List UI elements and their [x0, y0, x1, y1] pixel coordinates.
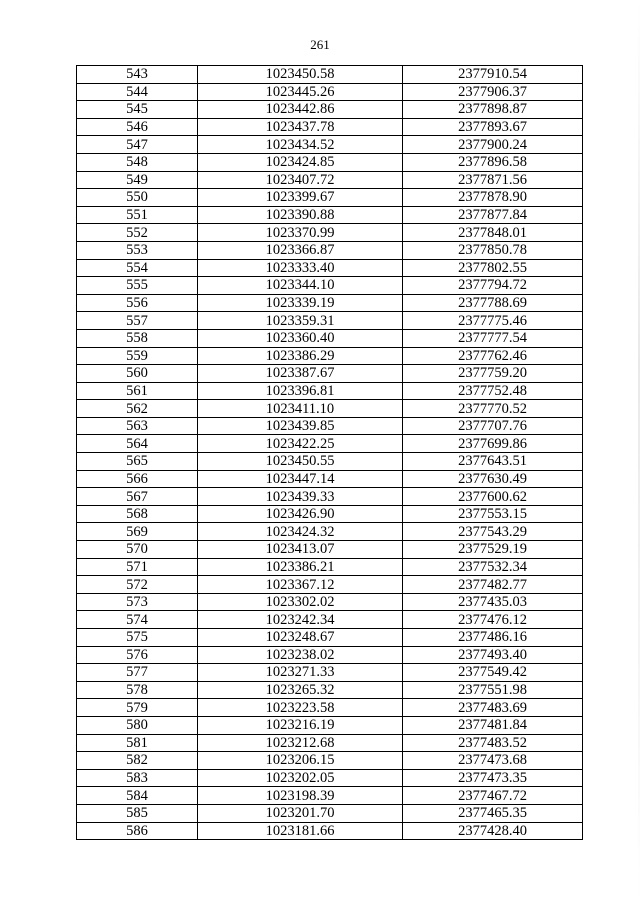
y-coordinate-cell: 2377473.68: [403, 752, 583, 770]
point-number-cell: 564: [77, 435, 198, 453]
x-coordinate-cell: 1023386.29: [198, 347, 403, 365]
y-coordinate-cell: 2377896.58: [403, 153, 583, 171]
table-row: [77, 681, 583, 699]
y-coordinate-cell: 2377543.29: [403, 523, 583, 541]
x-coordinate-cell: 1023424.85: [198, 153, 403, 171]
x-coordinate-cell: 1023302.02: [198, 593, 403, 611]
y-coordinate-cell: 2377802.55: [403, 259, 583, 277]
x-coordinate-cell: 1023387.67: [198, 365, 403, 383]
table-row: [77, 189, 583, 207]
y-coordinate-cell: 2377483.69: [403, 699, 583, 717]
y-coordinate-cell: 2377777.54: [403, 329, 583, 347]
point-number-cell: 581: [77, 734, 198, 752]
x-coordinate-cell: 1023426.90: [198, 505, 403, 523]
table-row: [77, 611, 583, 629]
x-coordinate-cell: 1023396.81: [198, 382, 403, 400]
x-coordinate-cell: 1023248.67: [198, 629, 403, 647]
table-row: [77, 716, 583, 734]
y-coordinate-cell: 2377476.12: [403, 611, 583, 629]
point-number-cell: 559: [77, 347, 198, 365]
point-number-cell: 566: [77, 470, 198, 488]
point-number-cell: 573: [77, 593, 198, 611]
y-coordinate-cell: 2377877.84: [403, 206, 583, 224]
y-coordinate-cell: 2377549.42: [403, 664, 583, 682]
point-number-cell: 577: [77, 664, 198, 682]
y-coordinate-cell: 2377910.54: [403, 66, 583, 84]
y-coordinate-cell: 2377906.37: [403, 83, 583, 101]
y-coordinate-cell: 2377871.56: [403, 171, 583, 189]
point-number-cell: 586: [77, 822, 198, 840]
y-coordinate-cell: 2377465.35: [403, 804, 583, 822]
x-coordinate-cell: 1023411.10: [198, 400, 403, 418]
x-coordinate-cell: 1023339.19: [198, 294, 403, 312]
x-coordinate-cell: 1023366.87: [198, 241, 403, 259]
table-row: [77, 118, 583, 136]
point-number-cell: 563: [77, 417, 198, 435]
table-row: [77, 347, 583, 365]
point-number-cell: 583: [77, 769, 198, 787]
x-coordinate-cell: 1023422.25: [198, 435, 403, 453]
table-row: [77, 153, 583, 171]
point-number-cell: 543: [77, 66, 198, 84]
y-coordinate-cell: 2377482.77: [403, 576, 583, 594]
point-number-cell: 565: [77, 453, 198, 471]
point-number-cell: 557: [77, 312, 198, 330]
y-coordinate-cell: 2377900.24: [403, 136, 583, 154]
x-coordinate-cell: 1023206.15: [198, 752, 403, 770]
y-coordinate-cell: 2377481.84: [403, 716, 583, 734]
x-coordinate-cell: 1023439.33: [198, 488, 403, 506]
table-row: [77, 435, 583, 453]
x-coordinate-cell: 1023413.07: [198, 541, 403, 559]
point-number-cell: 549: [77, 171, 198, 189]
table-row: [77, 136, 583, 154]
table-row: [77, 400, 583, 418]
table-row: [77, 523, 583, 541]
table-row: [77, 83, 583, 101]
point-number-cell: 545: [77, 101, 198, 119]
table-row: [77, 365, 583, 383]
point-number-cell: 580: [77, 716, 198, 734]
point-number-cell: 550: [77, 189, 198, 207]
table-row: [77, 646, 583, 664]
x-coordinate-cell: 1023201.70: [198, 804, 403, 822]
point-number-cell: 567: [77, 488, 198, 506]
table-row: [77, 382, 583, 400]
x-coordinate-cell: 1023370.99: [198, 224, 403, 242]
table-row: [77, 593, 583, 611]
point-number-cell: 585: [77, 804, 198, 822]
x-coordinate-cell: 1023450.58: [198, 66, 403, 84]
y-coordinate-cell: 2377551.98: [403, 681, 583, 699]
x-coordinate-cell: 1023390.88: [198, 206, 403, 224]
table-row: [77, 576, 583, 594]
y-coordinate-cell: 2377770.52: [403, 400, 583, 418]
x-coordinate-cell: 1023216.19: [198, 716, 403, 734]
y-coordinate-cell: 2377759.20: [403, 365, 583, 383]
y-coordinate-cell: 2377553.15: [403, 505, 583, 523]
x-coordinate-cell: 1023198.39: [198, 787, 403, 805]
y-coordinate-cell: 2377762.46: [403, 347, 583, 365]
x-coordinate-cell: 1023212.68: [198, 734, 403, 752]
x-coordinate-cell: 1023439.85: [198, 417, 403, 435]
table-row: [77, 329, 583, 347]
table-row: [77, 241, 583, 259]
point-number-cell: 552: [77, 224, 198, 242]
x-coordinate-cell: 1023265.32: [198, 681, 403, 699]
x-coordinate-cell: 1023344.10: [198, 277, 403, 295]
x-coordinate-cell: 1023367.12: [198, 576, 403, 594]
y-coordinate-cell: 2377794.72: [403, 277, 583, 295]
y-coordinate-cell: 2377532.34: [403, 558, 583, 576]
table-row: [77, 629, 583, 647]
x-coordinate-cell: 1023238.02: [198, 646, 403, 664]
point-number-cell: 556: [77, 294, 198, 312]
point-number-cell: 551: [77, 206, 198, 224]
table-row: [77, 417, 583, 435]
point-number-cell: 546: [77, 118, 198, 136]
point-number-cell: 576: [77, 646, 198, 664]
point-number-cell: 569: [77, 523, 198, 541]
table-row: [77, 171, 583, 189]
y-coordinate-cell: 2377435.03: [403, 593, 583, 611]
point-number-cell: 548: [77, 153, 198, 171]
point-number-cell: 554: [77, 259, 198, 277]
point-number-cell: 578: [77, 681, 198, 699]
y-coordinate-cell: 2377493.40: [403, 646, 583, 664]
x-coordinate-cell: 1023333.40: [198, 259, 403, 277]
table-row: [77, 224, 583, 242]
y-coordinate-cell: 2377898.87: [403, 101, 583, 119]
x-coordinate-cell: 1023202.05: [198, 769, 403, 787]
point-number-cell: 553: [77, 241, 198, 259]
coordinates-table: [76, 65, 583, 840]
point-number-cell: 574: [77, 611, 198, 629]
y-coordinate-cell: 2377467.72: [403, 787, 583, 805]
table-row: [77, 804, 583, 822]
point-number-cell: 575: [77, 629, 198, 647]
table-row: [77, 206, 583, 224]
table-row: [77, 558, 583, 576]
point-number-cell: 571: [77, 558, 198, 576]
y-coordinate-cell: 2377529.19: [403, 541, 583, 559]
x-coordinate-cell: 1023271.33: [198, 664, 403, 682]
table-row: [77, 505, 583, 523]
y-coordinate-cell: 2377600.62: [403, 488, 583, 506]
point-number-cell: 572: [77, 576, 198, 594]
x-coordinate-cell: 1023360.40: [198, 329, 403, 347]
x-coordinate-cell: 1023386.21: [198, 558, 403, 576]
point-number-cell: 570: [77, 541, 198, 559]
table-row: [77, 101, 583, 119]
x-coordinate-cell: 1023450.55: [198, 453, 403, 471]
coordinates-table-body: [77, 66, 583, 840]
x-coordinate-cell: 1023437.78: [198, 118, 403, 136]
point-number-cell: 568: [77, 505, 198, 523]
table-row: [77, 470, 583, 488]
x-coordinate-cell: 1023399.67: [198, 189, 403, 207]
y-coordinate-cell: 2377850.78: [403, 241, 583, 259]
table-row: [77, 66, 583, 84]
table-row: [77, 277, 583, 295]
y-coordinate-cell: 2377752.48: [403, 382, 583, 400]
table-row: [77, 734, 583, 752]
table-row: [77, 453, 583, 471]
table-row: [77, 769, 583, 787]
table-row: [77, 312, 583, 330]
y-coordinate-cell: 2377893.67: [403, 118, 583, 136]
y-coordinate-cell: 2377699.86: [403, 435, 583, 453]
point-number-cell: 558: [77, 329, 198, 347]
point-number-cell: 579: [77, 699, 198, 717]
y-coordinate-cell: 2377486.16: [403, 629, 583, 647]
x-coordinate-cell: 1023442.86: [198, 101, 403, 119]
page-number: 261: [310, 37, 330, 52]
x-coordinate-cell: 1023445.26: [198, 83, 403, 101]
point-number-cell: 547: [77, 136, 198, 154]
table-row: [77, 822, 583, 840]
point-number-cell: 555: [77, 277, 198, 295]
x-coordinate-cell: 1023424.32: [198, 523, 403, 541]
y-coordinate-cell: 2377848.01: [403, 224, 583, 242]
y-coordinate-cell: 2377428.40: [403, 822, 583, 840]
x-coordinate-cell: 1023242.34: [198, 611, 403, 629]
point-number-cell: 584: [77, 787, 198, 805]
table-row: [77, 488, 583, 506]
table-row: [77, 294, 583, 312]
table-row: [77, 259, 583, 277]
y-coordinate-cell: 2377878.90: [403, 189, 583, 207]
point-number-cell: 561: [77, 382, 198, 400]
y-coordinate-cell: 2377788.69: [403, 294, 583, 312]
y-coordinate-cell: 2377483.52: [403, 734, 583, 752]
x-coordinate-cell: 1023181.66: [198, 822, 403, 840]
x-coordinate-cell: 1023359.31: [198, 312, 403, 330]
table-row: [77, 699, 583, 717]
x-coordinate-cell: 1023434.52: [198, 136, 403, 154]
y-coordinate-cell: 2377775.46: [403, 312, 583, 330]
point-number-cell: 562: [77, 400, 198, 418]
table-row: [77, 787, 583, 805]
x-coordinate-cell: 1023223.58: [198, 699, 403, 717]
point-number-cell: 582: [77, 752, 198, 770]
table-row: [77, 541, 583, 559]
x-coordinate-cell: 1023447.14: [198, 470, 403, 488]
y-coordinate-cell: 2377643.51: [403, 453, 583, 471]
table-row: [77, 752, 583, 770]
point-number-cell: 560: [77, 365, 198, 383]
point-number-cell: 544: [77, 83, 198, 101]
x-coordinate-cell: 1023407.72: [198, 171, 403, 189]
y-coordinate-cell: 2377473.35: [403, 769, 583, 787]
table-row: [77, 664, 583, 682]
y-coordinate-cell: 2377707.76: [403, 417, 583, 435]
y-coordinate-cell: 2377630.49: [403, 470, 583, 488]
